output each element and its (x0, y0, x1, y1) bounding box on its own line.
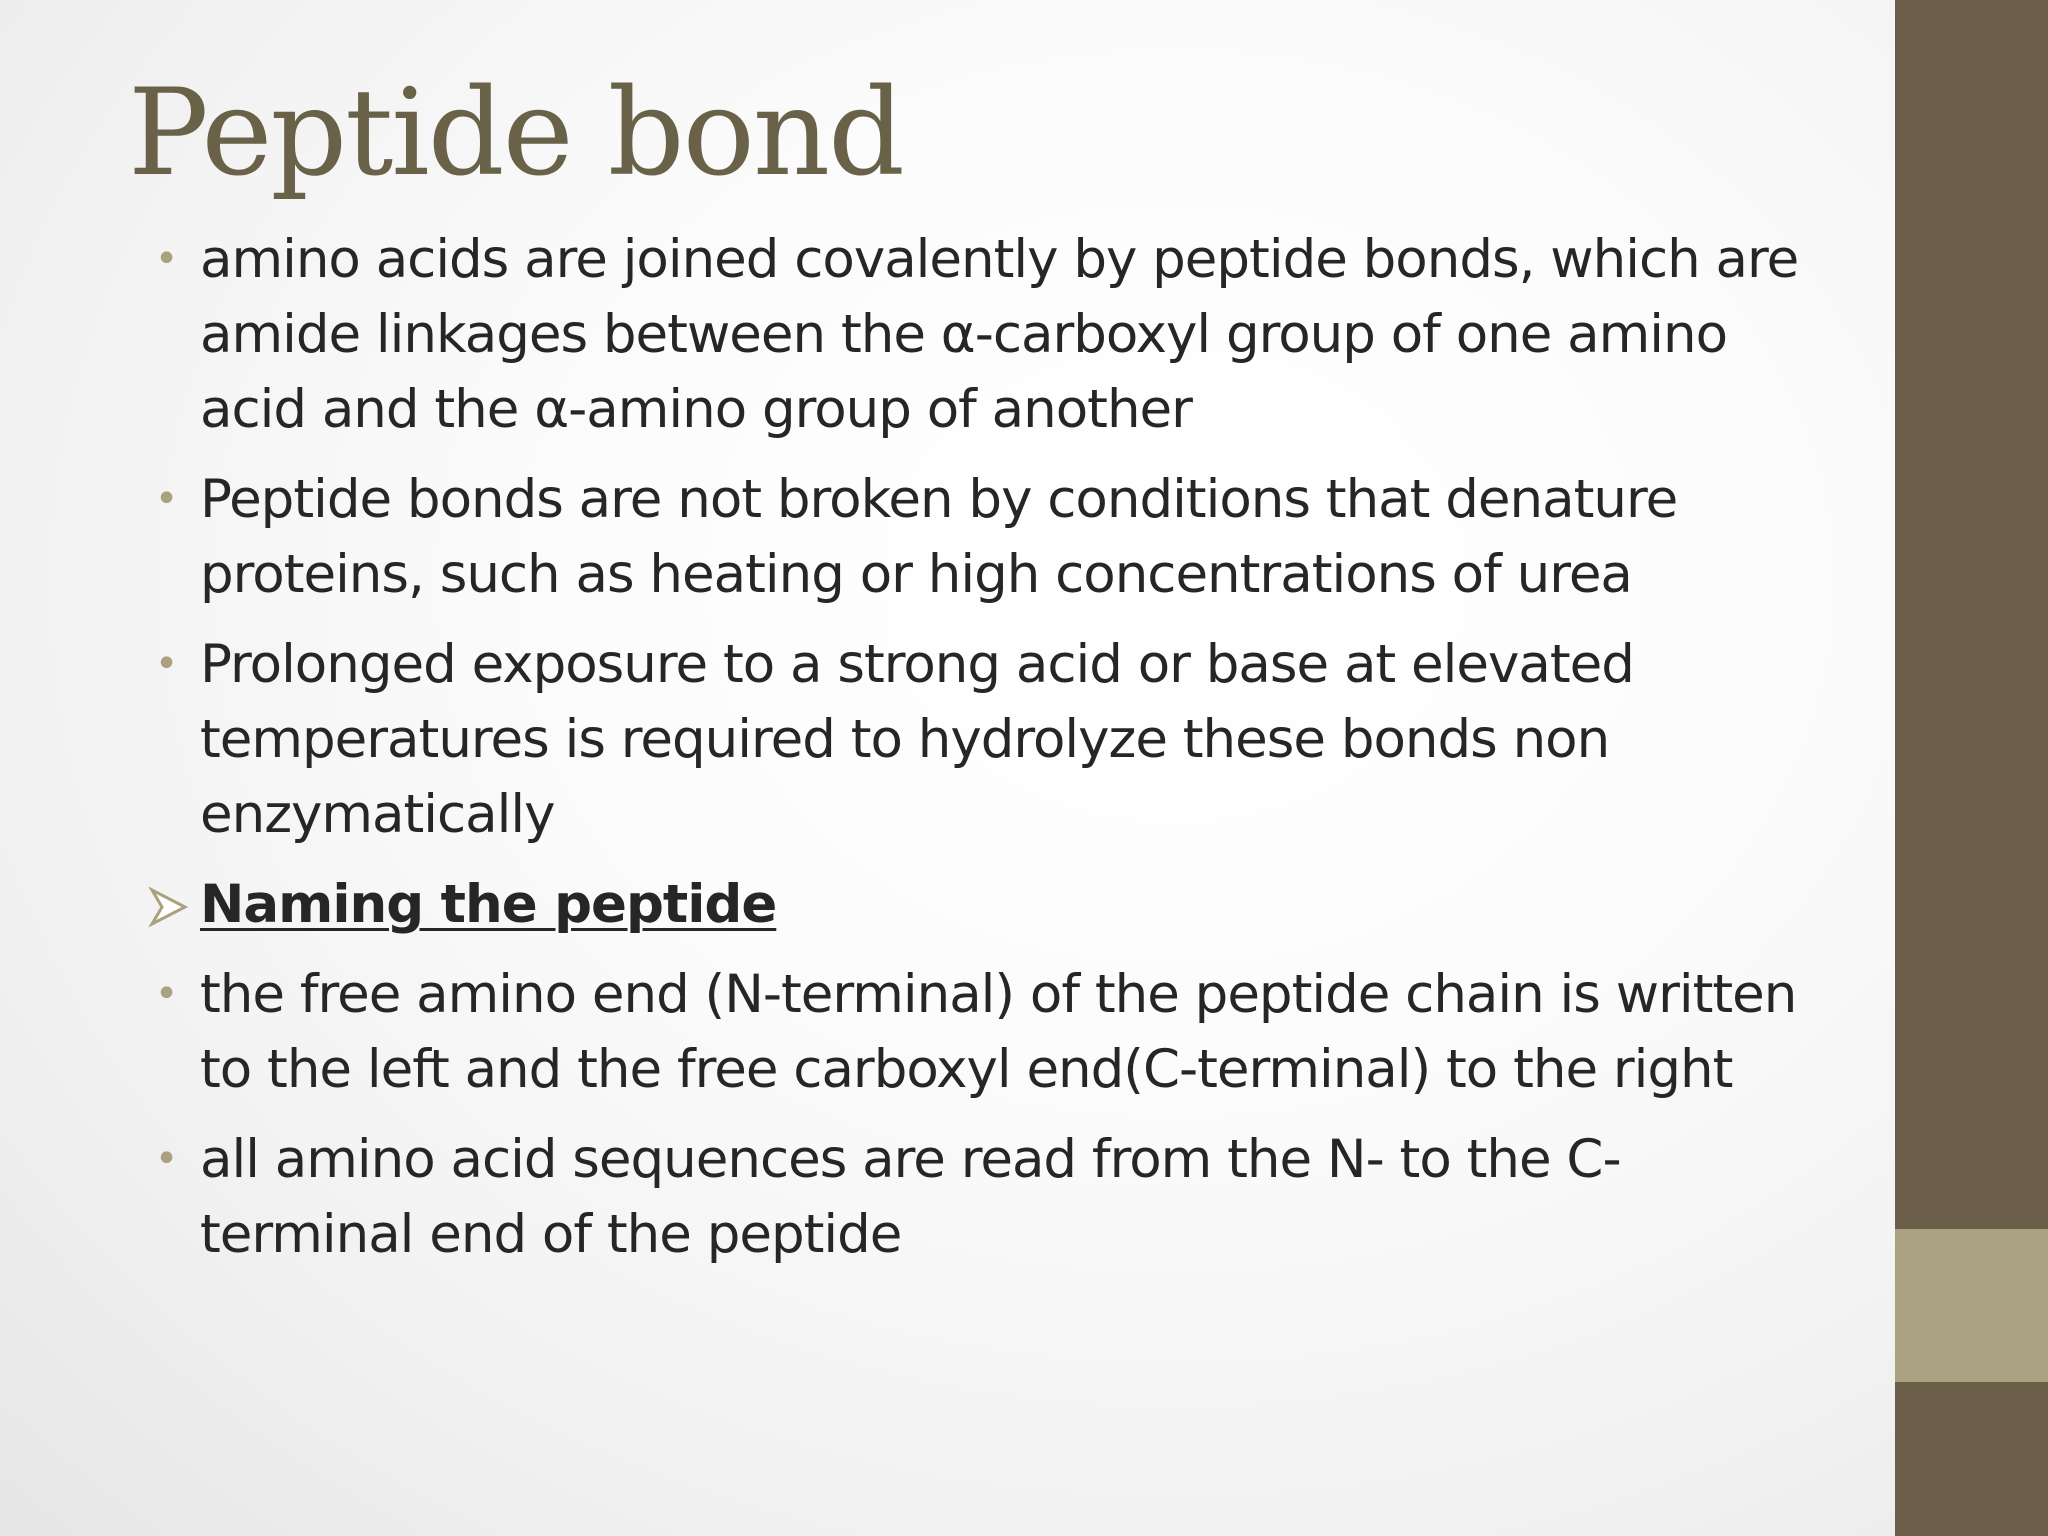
bullet-item (146, 462, 1806, 612)
bullet-dot-icon: • (154, 641, 178, 687)
bullet-text: Prolonged exposure to a strong acid or base at elevated temperatures is required to hydrolyze these bonds non enzymatically (200, 634, 1634, 845)
bullet-text: amino acids are joined covalently by peptide bonds, which are amide linkages between the α-carboxyl group of one amino acid and the α-amino group of another (200, 229, 1799, 440)
sidebar-accent-band (1895, 1229, 2048, 1382)
bullet-dot-icon: • (154, 236, 178, 282)
bullet-item (146, 957, 1806, 1107)
bullet-list (146, 222, 1806, 1287)
section-heading (146, 867, 1806, 942)
bullet-item (146, 1122, 1806, 1272)
arrow-right-icon (148, 887, 188, 927)
bullet-text: all amino acid sequences are read from the N- to the C-terminal end of the peptide (200, 1129, 1621, 1265)
slide-title: Peptide bond (128, 64, 903, 203)
bullet-text: Peptide bonds are not broken by conditions that denature proteins, such as heating or high concentrations of urea (200, 469, 1678, 605)
bullet-dot-icon: • (154, 1136, 178, 1182)
bullet-text: the free amino end (N-terminal) of the peptide chain is written to the left and the free carboxyl end(C-terminal) to the right (200, 964, 1797, 1100)
bullet-dot-icon: • (154, 971, 178, 1017)
bullet-item (146, 627, 1806, 852)
section-heading-text: Naming the peptide (200, 874, 777, 935)
bullet-dot-icon: • (154, 476, 178, 522)
bullet-item (146, 222, 1806, 447)
